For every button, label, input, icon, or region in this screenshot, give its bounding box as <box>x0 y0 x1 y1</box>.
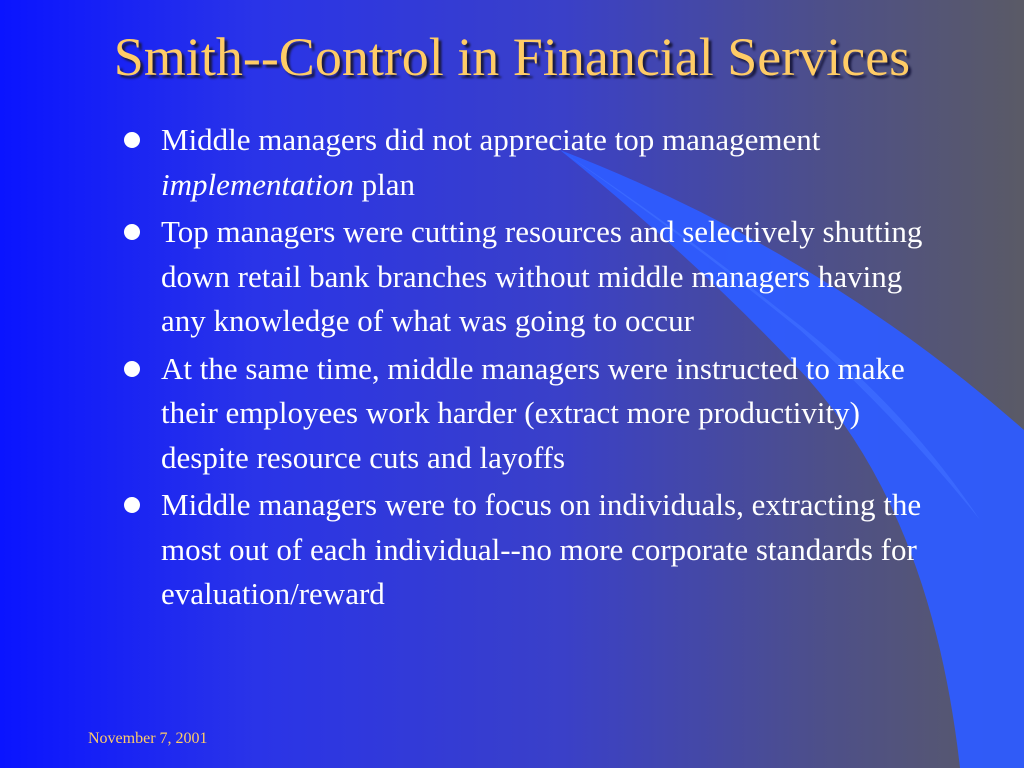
bullet-text <box>161 351 905 475</box>
bullet-text <box>161 214 922 338</box>
bullet-text-segment: plan <box>353 166 415 202</box>
bullet-text-segment: At the same time, middle managers were instructed to make their employees work harder (extract more productivity) despite resource cuts and layoffs <box>161 350 905 475</box>
bullet-text-italic: implementation <box>161 166 354 202</box>
bullet-text <box>161 487 921 611</box>
bullet-item <box>124 210 924 344</box>
bullet-item <box>124 347 924 481</box>
bullet-dot-icon <box>124 361 140 377</box>
bullet-text-segment: Middle managers did not appreciate top management <box>161 122 821 157</box>
bullet-text-segment: Top managers were cutting resources and selectively shutting down retail bank branches without middle managers having any knowledge of what was going to occur <box>161 214 923 338</box>
bullet-text-segment: Middle managers were to focus on individuals, extracting the most out of each individual--no more corporate standards for evaluation/reward <box>161 487 922 611</box>
bullet-list <box>124 118 924 620</box>
bullet-dot-icon <box>124 497 140 513</box>
bullet-item <box>124 483 924 617</box>
bullet-item <box>124 118 924 207</box>
bullet-dot-icon <box>124 224 140 240</box>
footer-date: November 7, 2001 <box>88 730 208 747</box>
bullet-dot-icon <box>124 132 140 148</box>
bullet-text <box>161 122 820 202</box>
slide-title: Smith--Control in Financial Services <box>113 27 911 87</box>
